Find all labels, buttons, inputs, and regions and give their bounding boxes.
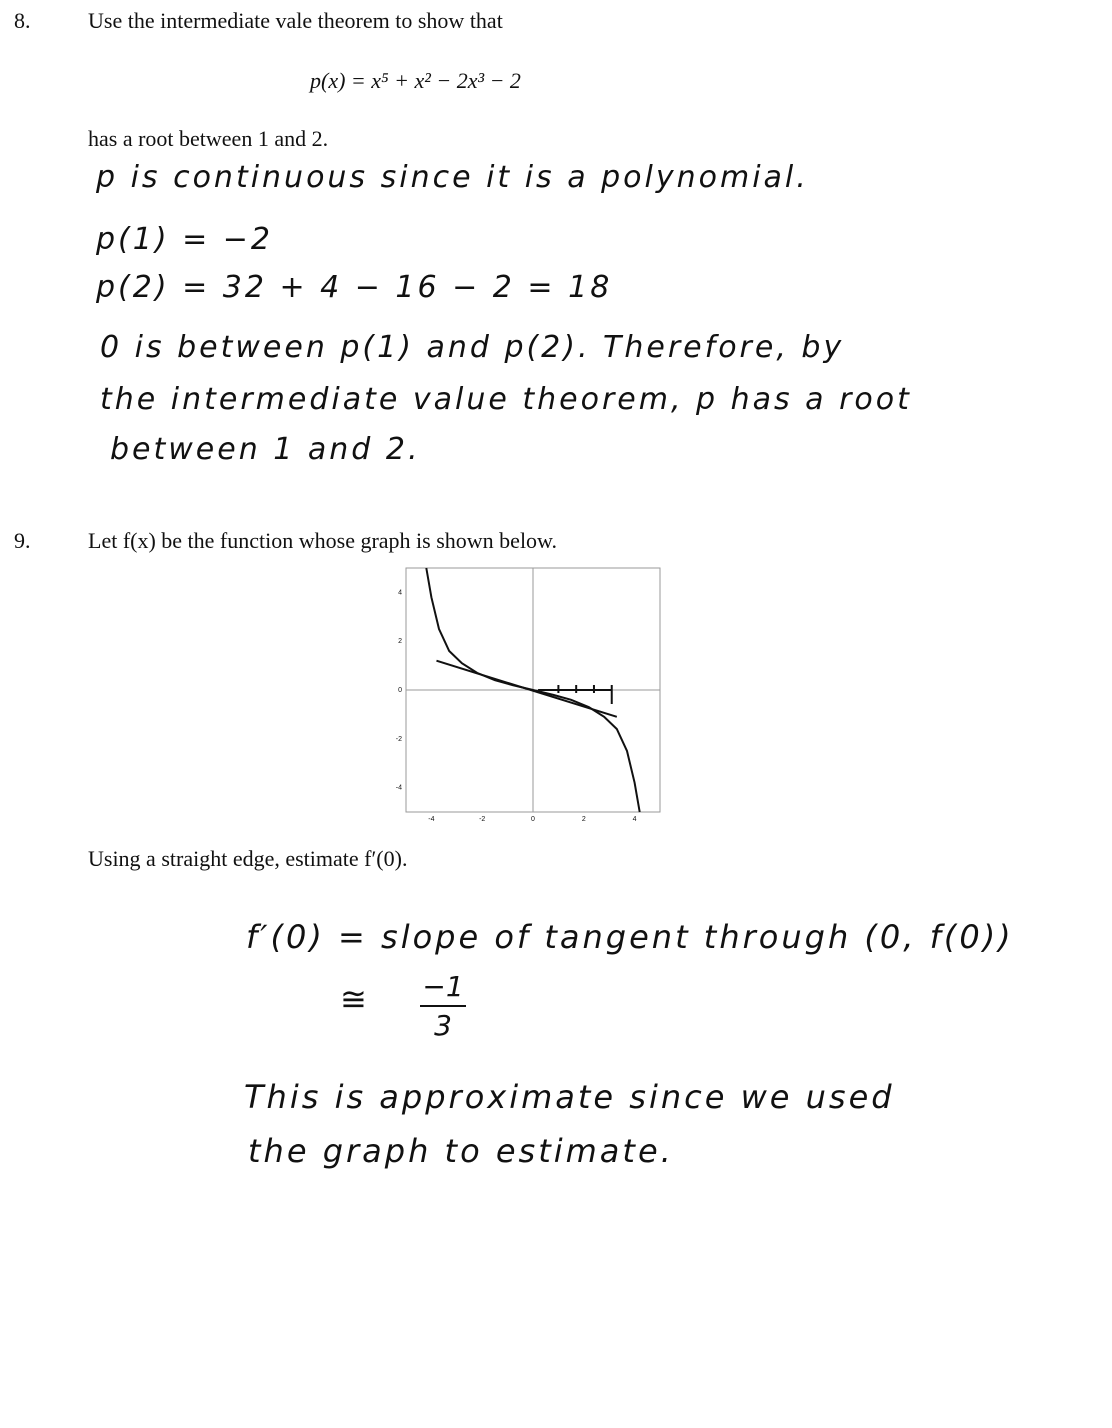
problem-9-prompt: Let f(x) be the function whose graph is shown below. bbox=[88, 528, 558, 553]
x-tick-labels bbox=[428, 816, 636, 823]
y-tick-label: 4 bbox=[398, 589, 402, 597]
x-tick-label: 0 bbox=[531, 816, 535, 823]
x-tick-label: -2 bbox=[479, 816, 486, 823]
handwritten-line-1: p is continuous since it is a polynomial. bbox=[96, 160, 809, 195]
fraction-bar bbox=[420, 1005, 466, 1007]
y-tick-label: 0 bbox=[398, 687, 402, 694]
handwritten-line-2: p(1) = −2 bbox=[96, 222, 273, 257]
y-tick-label: -4 bbox=[395, 784, 402, 792]
answer-line-1: f′(0) = slope of tangent through (0, f(0)) bbox=[246, 918, 1014, 956]
handwritten-line-6: between 1 and 2. bbox=[110, 432, 421, 467]
x-tick-label: -4 bbox=[428, 816, 435, 823]
problem-9-number: 9. bbox=[14, 528, 31, 553]
note-line-1: This is approximate since we used bbox=[244, 1078, 895, 1116]
note-line-2: the graph to estimate. bbox=[248, 1132, 674, 1170]
problem-8-formula: p(x) = x⁵ + x² − 2x³ − 2 bbox=[310, 68, 521, 93]
problem-9-question: Using a straight edge, estimate f′(0). bbox=[88, 846, 408, 871]
slope-fraction bbox=[420, 970, 466, 1042]
y-tick-label: -2 bbox=[395, 735, 402, 743]
x-tick-label: 4 bbox=[632, 816, 637, 823]
function-graph bbox=[392, 562, 664, 824]
fraction-numerator: −1 bbox=[422, 970, 464, 1003]
y-tick-label: 2 bbox=[398, 638, 402, 646]
x-tick-label: 2 bbox=[581, 816, 586, 823]
problem-8-number: 8. bbox=[14, 8, 31, 33]
approx-symbol: ≅ bbox=[340, 980, 370, 1018]
problem-8-prompt: Use the intermediate vale theorem to show that bbox=[88, 8, 503, 33]
handwritten-line-3: p(2) = 32 + 4 − 16 − 2 = 18 bbox=[96, 270, 613, 305]
tangent-line bbox=[436, 661, 616, 717]
handwritten-line-5: the intermediate value theorem, p has a root bbox=[100, 382, 912, 417]
fraction-denominator: 3 bbox=[434, 1009, 452, 1042]
handwritten-line-4: 0 is between p(1) and p(2). Therefore, by bbox=[100, 330, 845, 365]
y-tick-labels bbox=[396, 589, 402, 791]
problem-8-followup: has a root between 1 and 2. bbox=[88, 126, 329, 151]
